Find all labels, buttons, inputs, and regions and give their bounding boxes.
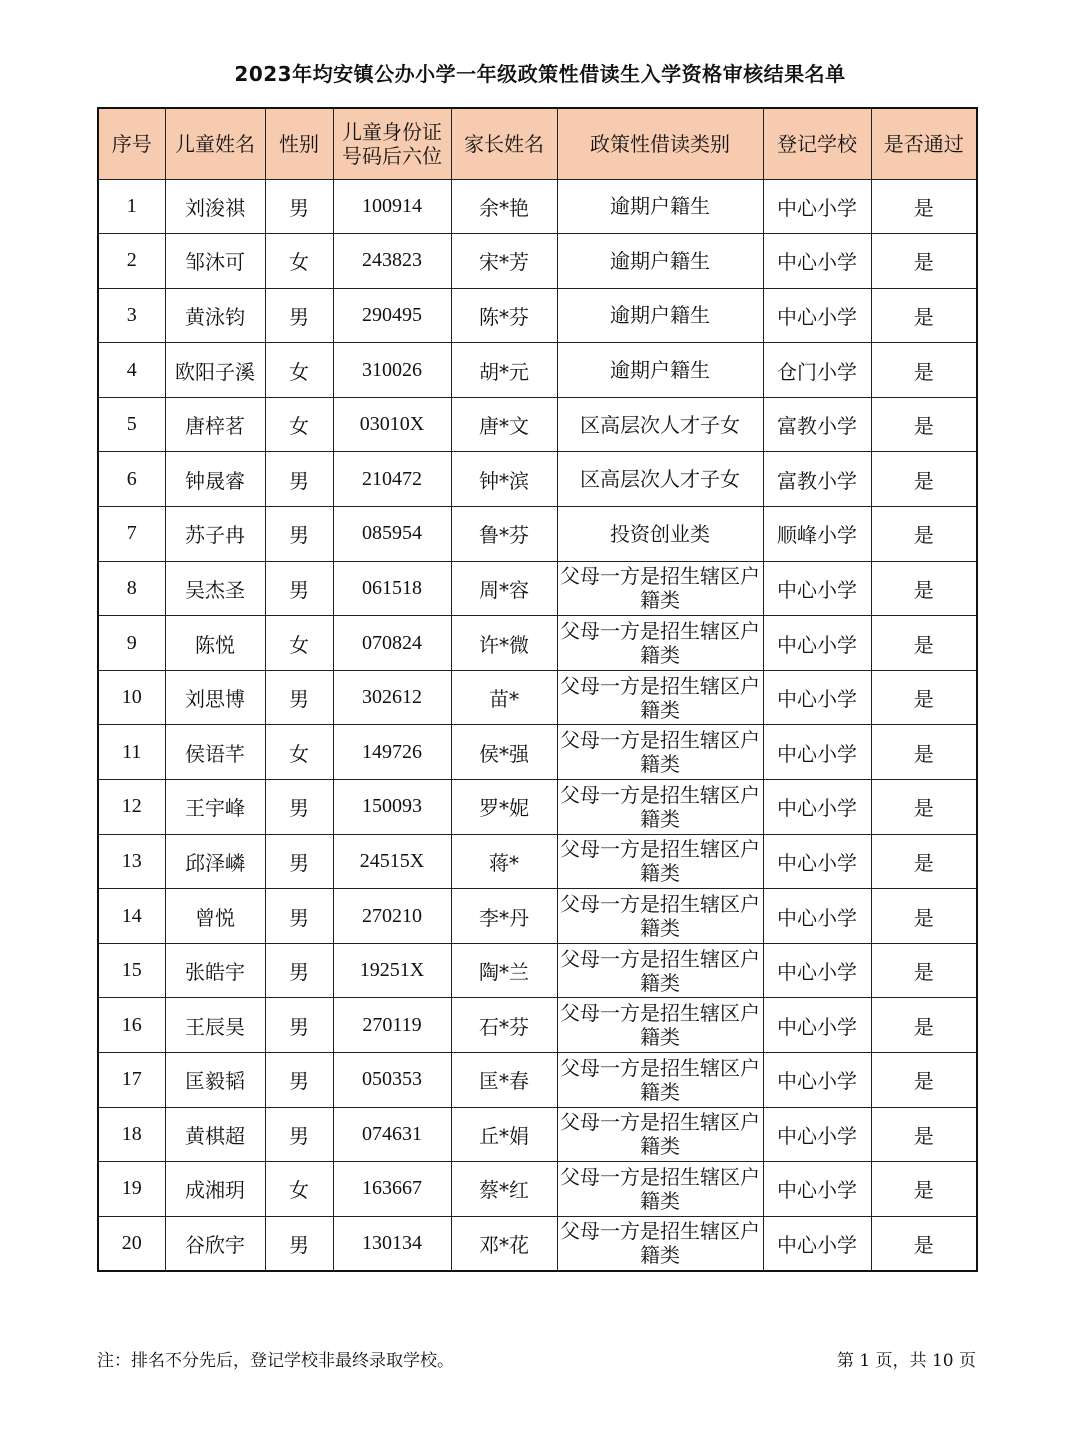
parent-name-cell: 许*微: [451, 616, 557, 671]
category-cell: 父母一方是招生辖区户籍类: [557, 616, 763, 671]
id-suffix-cell: 24515X: [333, 834, 451, 889]
table-row: [98, 670, 977, 725]
id-suffix-cell: 210472: [333, 452, 451, 507]
parent-name-cell: 蔡*红: [451, 1162, 557, 1217]
row-index-cell: 10: [98, 670, 165, 725]
parent-name-cell: 蒋*: [451, 834, 557, 889]
id-suffix-cell: 243823: [333, 234, 451, 289]
row-index-cell: 19: [98, 1162, 165, 1217]
gender-cell: 男: [265, 1216, 333, 1271]
gender-cell: 男: [265, 507, 333, 562]
parent-name-cell: 侯*强: [451, 725, 557, 780]
id-suffix-cell: 03010X: [333, 397, 451, 452]
parent-name-cell: 匡*春: [451, 1053, 557, 1108]
school-cell: 中心小学: [763, 889, 871, 944]
category-cell: 父母一方是招生辖区户籍类: [557, 1053, 763, 1108]
page-indicator: 第 1 页，共 10 页: [836, 1351, 976, 1371]
table-row: [98, 834, 977, 889]
category-cell: 父母一方是招生辖区户籍类: [557, 1162, 763, 1217]
passed-cell: 是: [871, 834, 977, 889]
category-cell: 逾期户籍生: [557, 179, 763, 234]
gender-cell: 男: [265, 288, 333, 343]
child-name-cell: 匡毅韬: [165, 1053, 265, 1108]
school-cell: 中心小学: [763, 179, 871, 234]
gender-cell: 男: [265, 179, 333, 234]
table-row: [98, 943, 977, 998]
id-suffix-cell: 085954: [333, 507, 451, 562]
passed-cell: 是: [871, 179, 977, 234]
parent-name-cell: 陶*兰: [451, 943, 557, 998]
header-parent-name: 家长姓名: [451, 108, 557, 179]
child-name-cell: 陈悦: [165, 616, 265, 671]
passed-cell: 是: [871, 288, 977, 343]
passed-cell: 是: [871, 1107, 977, 1162]
id-suffix-cell: 130134: [333, 1216, 451, 1271]
passed-cell: 是: [871, 561, 977, 616]
row-index-cell: 5: [98, 397, 165, 452]
table-row: [98, 452, 977, 507]
school-cell: 中心小学: [763, 616, 871, 671]
passed-cell: 是: [871, 998, 977, 1053]
school-cell: 中心小学: [763, 834, 871, 889]
id-suffix-cell: 19251X: [333, 943, 451, 998]
gender-cell: 男: [265, 452, 333, 507]
id-suffix-cell: 290495: [333, 288, 451, 343]
table-row: [98, 234, 977, 289]
id-suffix-cell: 163667: [333, 1162, 451, 1217]
school-cell: 中心小学: [763, 943, 871, 998]
table-row: [98, 889, 977, 944]
parent-name-cell: 唐*文: [451, 397, 557, 452]
child-name-cell: 王宇峰: [165, 780, 265, 835]
passed-cell: 是: [871, 725, 977, 780]
table-row: [98, 1107, 977, 1162]
gender-cell: 男: [265, 998, 333, 1053]
child-name-cell: 黄泳钧: [165, 288, 265, 343]
child-name-cell: 欧阳子溪: [165, 343, 265, 398]
child-name-cell: 成湘玥: [165, 1162, 265, 1217]
category-cell: 逾期户籍生: [557, 288, 763, 343]
parent-name-cell: 罗*妮: [451, 780, 557, 835]
row-index-cell: 2: [98, 234, 165, 289]
gender-cell: 男: [265, 561, 333, 616]
passed-cell: 是: [871, 1162, 977, 1217]
row-index-cell: 17: [98, 1053, 165, 1108]
table-row: [98, 288, 977, 343]
id-suffix-cell: 061518: [333, 561, 451, 616]
header-school: 登记学校: [763, 108, 871, 179]
row-index-cell: 7: [98, 507, 165, 562]
header-gender: 性别: [265, 108, 333, 179]
gender-cell: 男: [265, 1053, 333, 1108]
school-cell: 中心小学: [763, 1053, 871, 1108]
school-cell: 仓门小学: [763, 343, 871, 398]
table-row: [98, 616, 977, 671]
gender-cell: 女: [265, 616, 333, 671]
category-cell: 区高层次人才子女: [557, 452, 763, 507]
gender-cell: 女: [265, 1162, 333, 1217]
child-name-cell: 邹沐可: [165, 234, 265, 289]
child-name-cell: 吴杰圣: [165, 561, 265, 616]
gender-cell: 男: [265, 670, 333, 725]
parent-name-cell: 余*艳: [451, 179, 557, 234]
category-cell: 父母一方是招生辖区户籍类: [557, 1107, 763, 1162]
row-index-cell: 6: [98, 452, 165, 507]
child-name-cell: 张皓宇: [165, 943, 265, 998]
school-cell: 顺峰小学: [763, 507, 871, 562]
school-cell: 中心小学: [763, 780, 871, 835]
row-index-cell: 3: [98, 288, 165, 343]
child-name-cell: 侯语芊: [165, 725, 265, 780]
row-index-cell: 11: [98, 725, 165, 780]
passed-cell: 是: [871, 780, 977, 835]
header-passed: 是否通过: [871, 108, 977, 179]
parent-name-cell: 周*容: [451, 561, 557, 616]
row-index-cell: 9: [98, 616, 165, 671]
table-row: [98, 725, 977, 780]
table-body: [98, 179, 977, 1271]
id-suffix-cell: 270210: [333, 889, 451, 944]
table-row: [98, 1053, 977, 1108]
parent-name-cell: 宋*芳: [451, 234, 557, 289]
passed-cell: 是: [871, 507, 977, 562]
category-cell: 父母一方是招生辖区户籍类: [557, 725, 763, 780]
id-suffix-cell: 302612: [333, 670, 451, 725]
row-index-cell: 13: [98, 834, 165, 889]
passed-cell: 是: [871, 1216, 977, 1271]
header-index: 序号: [98, 108, 165, 179]
admission-table: [97, 107, 978, 1272]
table-header-row: [98, 108, 977, 179]
gender-cell: 女: [265, 725, 333, 780]
id-suffix-cell: 149726: [333, 725, 451, 780]
parent-name-cell: 胡*元: [451, 343, 557, 398]
document-title: 2023年均安镇公办小学一年级政策性借读生入学资格审核结果名单: [234, 62, 846, 86]
passed-cell: 是: [871, 234, 977, 289]
child-name-cell: 王辰昊: [165, 998, 265, 1053]
category-cell: 父母一方是招生辖区户籍类: [557, 780, 763, 835]
table-row: [98, 1162, 977, 1217]
header-id-suffix: 儿童身份证号码后六位: [333, 108, 451, 179]
child-name-cell: 黄棋超: [165, 1107, 265, 1162]
row-index-cell: 20: [98, 1216, 165, 1271]
table-row: [98, 1216, 977, 1271]
passed-cell: 是: [871, 670, 977, 725]
child-name-cell: 唐梓茗: [165, 397, 265, 452]
footer-note: 注：排名不分先后，登记学校非最终录取学校。: [97, 1351, 454, 1371]
parent-name-cell: 邓*花: [451, 1216, 557, 1271]
category-cell: 父母一方是招生辖区户籍类: [557, 998, 763, 1053]
gender-cell: 女: [265, 234, 333, 289]
school-cell: 中心小学: [763, 670, 871, 725]
child-name-cell: 谷欣宇: [165, 1216, 265, 1271]
parent-name-cell: 苗*: [451, 670, 557, 725]
id-suffix-cell: 070824: [333, 616, 451, 671]
parent-name-cell: 石*芬: [451, 998, 557, 1053]
passed-cell: 是: [871, 616, 977, 671]
school-cell: 中心小学: [763, 998, 871, 1053]
child-name-cell: 邱泽嶙: [165, 834, 265, 889]
passed-cell: 是: [871, 943, 977, 998]
school-cell: 中心小学: [763, 234, 871, 289]
gender-cell: 女: [265, 397, 333, 452]
parent-name-cell: 丘*娟: [451, 1107, 557, 1162]
parent-name-cell: 李*丹: [451, 889, 557, 944]
row-index-cell: 8: [98, 561, 165, 616]
child-name-cell: 苏子冉: [165, 507, 265, 562]
passed-cell: 是: [871, 1053, 977, 1108]
school-cell: 富教小学: [763, 452, 871, 507]
passed-cell: 是: [871, 889, 977, 944]
table-row: [98, 780, 977, 835]
table-row: [98, 179, 977, 234]
child-name-cell: 刘思博: [165, 670, 265, 725]
gender-cell: 男: [265, 834, 333, 889]
row-index-cell: 4: [98, 343, 165, 398]
category-cell: 逾期户籍生: [557, 234, 763, 289]
id-suffix-cell: 270119: [333, 998, 451, 1053]
category-cell: 逾期户籍生: [557, 343, 763, 398]
school-cell: 中心小学: [763, 1216, 871, 1271]
row-index-cell: 16: [98, 998, 165, 1053]
school-cell: 中心小学: [763, 725, 871, 780]
category-cell: 父母一方是招生辖区户籍类: [557, 670, 763, 725]
gender-cell: 男: [265, 889, 333, 944]
id-suffix-cell: 074631: [333, 1107, 451, 1162]
school-cell: 中心小学: [763, 1107, 871, 1162]
table-row: [98, 397, 977, 452]
passed-cell: 是: [871, 397, 977, 452]
category-cell: 父母一方是招生辖区户籍类: [557, 1216, 763, 1271]
school-cell: 中心小学: [763, 561, 871, 616]
school-cell: 中心小学: [763, 1162, 871, 1217]
row-index-cell: 1: [98, 179, 165, 234]
child-name-cell: 钟晟睿: [165, 452, 265, 507]
table-row: [98, 561, 977, 616]
id-suffix-cell: 310026: [333, 343, 451, 398]
passed-cell: 是: [871, 452, 977, 507]
passed-cell: 是: [871, 343, 977, 398]
child-name-cell: 刘浚祺: [165, 179, 265, 234]
header-category: 政策性借读类别: [557, 108, 763, 179]
id-suffix-cell: 100914: [333, 179, 451, 234]
id-suffix-cell: 150093: [333, 780, 451, 835]
category-cell: 区高层次人才子女: [557, 397, 763, 452]
category-cell: 父母一方是招生辖区户籍类: [557, 834, 763, 889]
parent-name-cell: 钟*滨: [451, 452, 557, 507]
gender-cell: 男: [265, 780, 333, 835]
id-suffix-cell: 050353: [333, 1053, 451, 1108]
table-row: [98, 507, 977, 562]
category-cell: 投资创业类: [557, 507, 763, 562]
parent-name-cell: 陈*芬: [451, 288, 557, 343]
row-index-cell: 12: [98, 780, 165, 835]
gender-cell: 男: [265, 1107, 333, 1162]
gender-cell: 女: [265, 343, 333, 398]
parent-name-cell: 鲁*芬: [451, 507, 557, 562]
header-child-name: 儿童姓名: [165, 108, 265, 179]
school-cell: 富教小学: [763, 397, 871, 452]
category-cell: 父母一方是招生辖区户籍类: [557, 889, 763, 944]
row-index-cell: 18: [98, 1107, 165, 1162]
table-row: [98, 343, 977, 398]
table-row: [98, 998, 977, 1053]
row-index-cell: 14: [98, 889, 165, 944]
school-cell: 中心小学: [763, 288, 871, 343]
child-name-cell: 曾悦: [165, 889, 265, 944]
category-cell: 父母一方是招生辖区户籍类: [557, 943, 763, 998]
category-cell: 父母一方是招生辖区户籍类: [557, 561, 763, 616]
row-index-cell: 15: [98, 943, 165, 998]
gender-cell: 男: [265, 943, 333, 998]
